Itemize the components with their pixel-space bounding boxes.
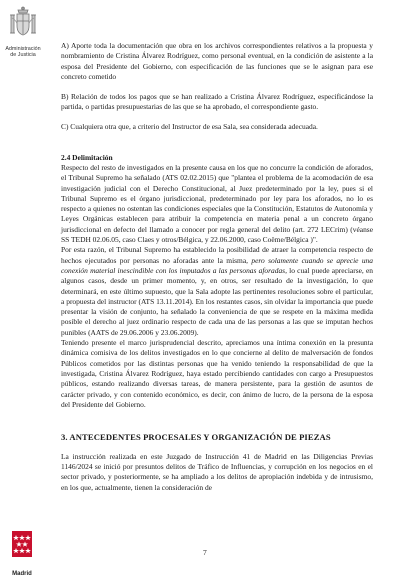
madrid-label: Madrid	[12, 571, 32, 577]
delimitacion-paragraph-2-italic: pero solamente cuando se aprecie una conexión material inescindible con los imputados a las personas aforadas,	[61, 255, 373, 275]
paragraph-a: A) Aporte toda la documentación que obra en los archivos correspondientes relativos a la propuesta y nombramiento de Cristina Álvarez Rodríguez, como personal eventual, en la condición de asistente a la esposa del Presidente del Gobierno, con especificación de las funciones que se le asignan para ese concreto cometido	[61, 41, 373, 81]
paragraph-c: C) Cualquiera otra que, a criterio del Instructor de esa Sala, sea considerada adecuada.	[61, 121, 318, 131]
madrid-emblem-icon	[11, 530, 33, 558]
delimitacion-paragraph-2-start: Por esta razón, el Tribunal Supremo ha establecido la posibilidad de atraer la competencia respecto de hechos ejecutados por personas no aforadas ante la misma,	[61, 245, 373, 265]
delimitacion-paragraph-2	[61, 245, 373, 338]
administration-label: Administración de Justicia	[5, 46, 41, 59]
paragraph-b: B) Relación de todos los pagos que se han realizado a Cristina Álvarez Rodríguez, especificándose la partida, o partidas presupuestarias de las que se ha aprobado, el correspondiente gasto.	[61, 91, 373, 111]
document-body	[61, 41, 373, 493]
coat-of-arms-icon	[9, 6, 37, 40]
antecedentes-paragraph-1: La instrucción realizada en este Juzgado de Instrucción 41 de Madrid en las Diligencias Previas 1146/2024 se inició por presuntos delitos de Tráfico de Influencias, y corrupción en los negocios en el sector privado, y posteriormente, se ha ampliado a los delitos de apropiación indebida y de intrusismo, en los que, actualmente, tienen la consideración de	[61, 451, 373, 492]
section-heading-antecedentes: 3. ANTECEDENTES PROCESALES Y ORGANIZACIÓN DE PIEZAS	[61, 432, 331, 443]
page-number: 7	[203, 548, 207, 557]
section-heading-delimitacion: 2.4 Delimitación	[61, 152, 113, 162]
delimitacion-paragraph-3: Teniendo presente el marco jurisprudencial descrito, apreciamos una íntima conexión en la presunta dinámica comisiva de los delitos investigados en lo que concierne al delito de malversación de fondos Públicos cometidos por las distintas personas que ha venido teniendo la responsabilidad de que la investigada, Cristina Álvarez Rodríguez, haya estado percibiendo cantidades con cargo a Presupuestos públicos, estando realizando diversas tareas, de manera persistente, para la gestión de asuntos de carácter privado, y con contenido económico, es decir, con ánimo de lucro, de la persona de la esposa del Presidente del Gobierno.	[61, 338, 373, 409]
delimitacion-paragraph-1: Respecto del resto de investigados en la presente causa en los que no concurre la condición de aforados, el Tribunal Supremo ha señalado (ATS 02.02.2015) que "plantea el problema de la acomodación de esa investigación judicial con el Derecho Constitucional, al Juez predeterminado por la ley, pues si el Tribunal Supremo es el órgano jurisdiccional, predeterminado por ley para los aforados, no lo es respecto a quienes no ostentan las condiciones especiales que la Constitución, Estatutos de Autonomía y Leyes Orgánicas establecen para atribuir la competencia en materia penal a un concreto órgano jurisdiccional en defecto del llamado a conocer por regla general del delito (art. 272 LECrim) (véanse SS TEDH 02.06.05, caso Claes y otros/Bélgica, y 22.06.2000, caso Coëme/Bélgica )".	[61, 162, 373, 245]
delimitacion-paragraph-2-end: lo cual puede apreciarse, en algunos casos, desde un primer momento, y, en otros, ser resultado de la investigación, lo que determinará, en este último supuesto, que la Sala adopte las pertinentes resoluciones sobre el particular, a propuesta del instructor (ATS 13.11.2014). En los restantes casos, sin olvidar la importancia que puede presentar la visión de conjunto, ha señalado la conveniencia de que se respete en la máxima medida posible el derecho al juez ordinario respecto de cada una de las personas a las que se imputan hechos punibles (AATS de 29.06.2006 y 23.06.2009).	[61, 265, 374, 337]
